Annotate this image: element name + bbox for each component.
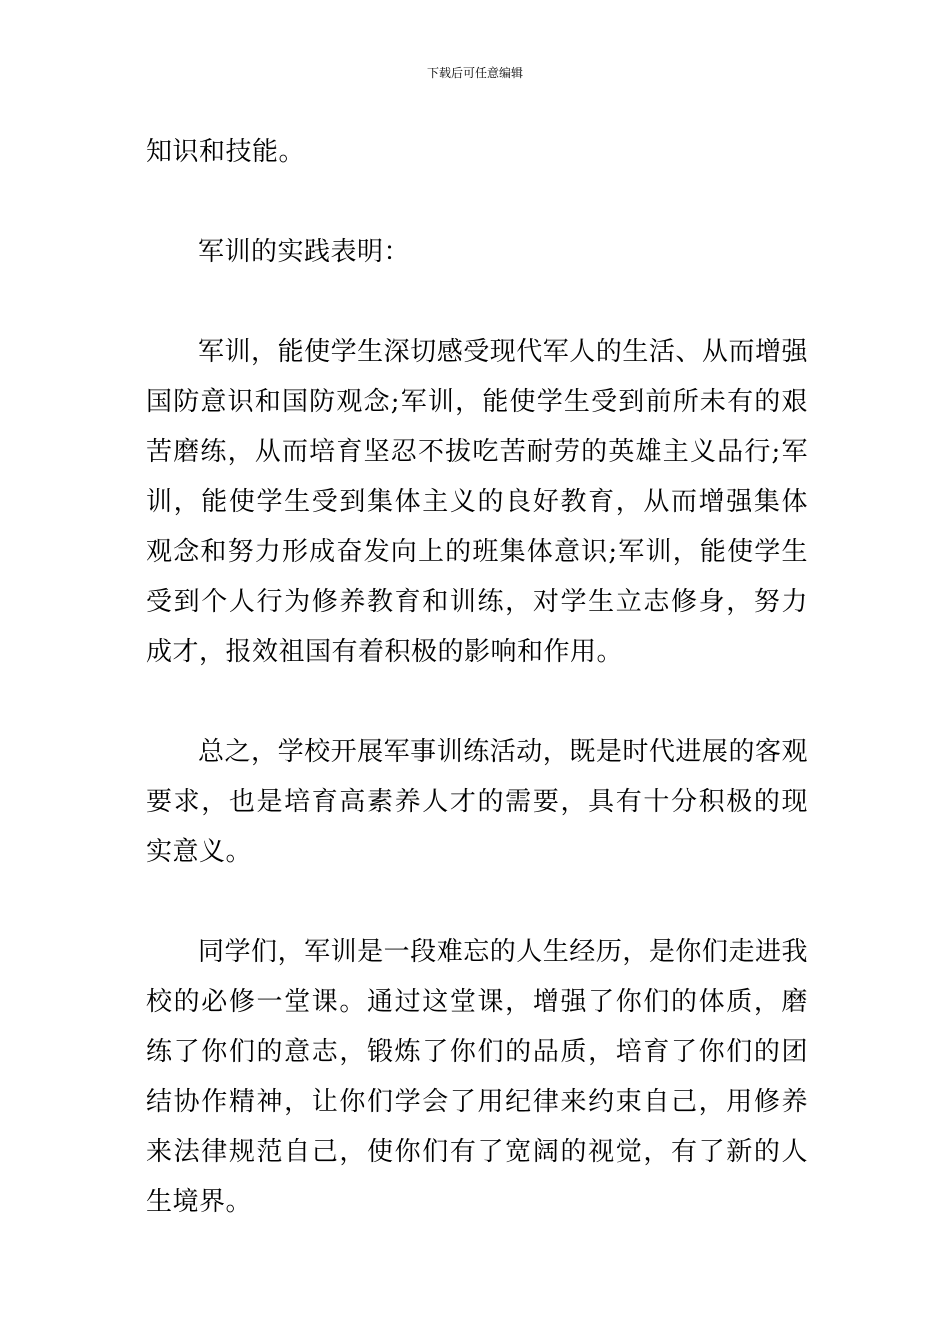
paragraph-continuation: 知识和技能。 xyxy=(146,137,306,167)
paragraph-military-training: 军训，能使学生深切感受现代军人的生活、从而增强国防意识和国防观念;军训，能使学生受到前所未有的艰苦磨练，从而培育坚忍不拔吃苦耐劳的英雄主义品行;军训，能使学生受到集体主义的良好教育，从而增强集体观念和努力形成奋发向上的班集体意识;军训，能使学生受到个人行为修养教育和训练，对学生立志修身，努力成才，报效祖国有着积极的影响和作用。 xyxy=(146,337,808,667)
paragraph-intro: 军训的实践表明： xyxy=(198,237,411,267)
paragraph-summary: 总之，学校开展军事训练活动，既是时代进展的客观要求，也是培育高素养人才的需要，具有十分积极的现实意义。 xyxy=(146,737,808,867)
document-body xyxy=(146,127,808,1277)
page-header: 下载后可任意编辑 xyxy=(426,66,523,80)
paragraph-students: 同学们，军训是一段难忘的人生经历，是你们走进我校的必修一堂课。通过这堂课，增强了你们的体质，磨练了你们的意志，锻炼了你们的品质，培育了你们的团结协作精神，让你们学会了用纪律来约束自己，用修养来法律规范自己，使你们有了宽阔的视觉，有了新的人生境界。 xyxy=(146,937,808,1217)
